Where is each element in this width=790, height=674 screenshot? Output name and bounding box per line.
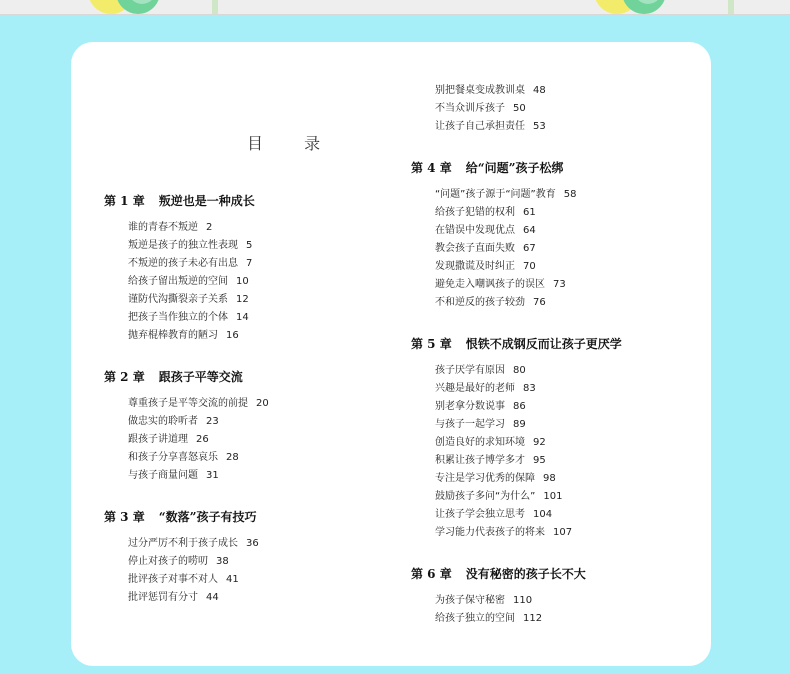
toc-entry bbox=[435, 592, 711, 610]
entry-page: 26 bbox=[196, 434, 209, 445]
entry-page: 73 bbox=[553, 279, 566, 290]
entry-title: 专注是学习优秀的保障 bbox=[435, 473, 535, 484]
chapter-heading bbox=[411, 159, 711, 177]
entry-title: 过分严厉不利于孩子成长 bbox=[128, 538, 238, 549]
entry-page: 14 bbox=[236, 312, 249, 323]
toc-entry bbox=[128, 273, 394, 291]
entry-page: 95 bbox=[533, 455, 546, 466]
entry-page: 41 bbox=[226, 574, 239, 585]
entry-page: 16 bbox=[226, 330, 239, 341]
entry-title: 不当众训斥孩子 bbox=[435, 103, 505, 114]
entry-title: 为孩子保守秘密 bbox=[435, 595, 505, 606]
entry-title: 别把餐桌变成教训桌 bbox=[435, 85, 525, 96]
entry-page: 107 bbox=[553, 527, 573, 538]
entry-title: 不叛逆的孩子未必有出息 bbox=[128, 258, 238, 269]
toc-entry bbox=[435, 258, 711, 276]
entry-page: 38 bbox=[216, 556, 229, 567]
toc-entry bbox=[435, 294, 711, 312]
entry-page: 44 bbox=[206, 592, 219, 603]
toc-entry bbox=[128, 309, 394, 327]
toc-entry bbox=[128, 237, 394, 255]
entry-title: 把孩子当作独立的个体 bbox=[128, 312, 228, 323]
chapter-number: 第 4 章 bbox=[411, 161, 452, 175]
entry-page: 112 bbox=[523, 613, 543, 624]
entry-page: 101 bbox=[543, 491, 563, 502]
entry-title: 谨防代沟撕裂亲子关系 bbox=[128, 294, 228, 305]
toc-entry bbox=[435, 222, 711, 240]
toc-entry bbox=[435, 524, 711, 542]
decorative-post bbox=[728, 0, 734, 14]
entry-page: 70 bbox=[523, 261, 536, 272]
entry-page: 89 bbox=[513, 419, 526, 430]
entry-title: 孩子厌学有原因 bbox=[435, 365, 505, 376]
entry-page: 28 bbox=[226, 452, 239, 463]
toc-entry bbox=[128, 291, 394, 309]
chapter-heading bbox=[411, 565, 711, 583]
entry-page: 10 bbox=[236, 276, 249, 287]
entry-title: 发现撒谎及时纠正 bbox=[435, 261, 515, 272]
decorative-shape bbox=[88, 0, 158, 14]
chapter-title: 没有秘密的孩子长不大 bbox=[465, 567, 586, 581]
entry-title: 抛弃棍棒教育的陋习 bbox=[128, 330, 218, 341]
entry-title: 避免走入嘲讽孩子的误区 bbox=[435, 279, 545, 290]
entry-page: 53 bbox=[533, 121, 546, 132]
chapter-heading bbox=[104, 192, 394, 210]
entry-page: 104 bbox=[533, 509, 553, 520]
toc-entry bbox=[435, 452, 711, 470]
toc-entry bbox=[128, 413, 394, 431]
entry-title: 跟孩子讲道理 bbox=[128, 434, 188, 445]
toc-entry bbox=[128, 449, 394, 467]
toc-entry bbox=[435, 82, 711, 100]
entry-page: 61 bbox=[523, 207, 536, 218]
chapter-title: 恨铁不成钢反而让孩子更厌学 bbox=[465, 337, 622, 351]
entry-page: 50 bbox=[513, 103, 526, 114]
entry-page: 5 bbox=[246, 240, 253, 251]
toc-entry bbox=[128, 589, 394, 607]
chapter-title: “数落”孩子有技巧 bbox=[158, 510, 257, 524]
toc-entry bbox=[435, 506, 711, 524]
chapter-number: 第 3 章 bbox=[104, 510, 145, 524]
entry-title: 批评孩子对事不对人 bbox=[128, 574, 218, 585]
toc-entry bbox=[435, 610, 711, 628]
entry-page: 76 bbox=[533, 297, 546, 308]
decorative-shape bbox=[594, 0, 664, 14]
entry-title: 鼓励孩子多问“为什么” bbox=[435, 491, 536, 502]
entry-page: 58 bbox=[563, 189, 577, 200]
toc-left-column bbox=[104, 192, 394, 607]
toc-entry bbox=[435, 276, 711, 294]
chapter-number: 第 5 章 bbox=[411, 337, 452, 351]
entry-title: 谁的青春不叛逆 bbox=[128, 222, 198, 233]
toc-entry bbox=[435, 380, 711, 398]
toc-entry bbox=[435, 416, 711, 434]
toc-entry bbox=[128, 431, 394, 449]
entry-title: 兴趣是最好的老师 bbox=[435, 383, 515, 394]
entry-page: 36 bbox=[246, 538, 259, 549]
entry-title: 尊重孩子是平等交流的前提 bbox=[128, 398, 248, 409]
toc-entry bbox=[128, 219, 394, 237]
toc-entry bbox=[435, 362, 711, 380]
toc-entry bbox=[128, 395, 394, 413]
entry-title: 教会孩子直面失败 bbox=[435, 243, 515, 254]
entry-page: 2 bbox=[206, 222, 213, 233]
entry-title: 让孩子学会独立思考 bbox=[435, 509, 525, 520]
entry-page: 92 bbox=[533, 437, 546, 448]
toc-entry bbox=[435, 240, 711, 258]
toc-entry bbox=[435, 118, 711, 136]
toc-entry bbox=[128, 535, 394, 553]
entry-page: 110 bbox=[513, 595, 533, 606]
decorative-post bbox=[212, 0, 218, 14]
toc-entry bbox=[435, 204, 711, 222]
chapter-number: 第 6 章 bbox=[411, 567, 452, 581]
entry-page: 23 bbox=[206, 416, 219, 427]
toc-entry bbox=[128, 553, 394, 571]
toc-entry bbox=[435, 470, 711, 488]
toc-entry bbox=[435, 398, 711, 416]
chapter-number: 第 2 章 bbox=[104, 370, 145, 384]
chapter-title: 跟孩子平等交流 bbox=[158, 370, 243, 384]
entry-page: 86 bbox=[513, 401, 526, 412]
toc-entry bbox=[128, 327, 394, 345]
entry-title: 给孩子留出叛逆的空间 bbox=[128, 276, 228, 287]
toc-entry bbox=[128, 467, 394, 485]
entry-title: 停止对孩子的唠叨 bbox=[128, 556, 208, 567]
entry-page: 67 bbox=[523, 243, 536, 254]
entry-page: 48 bbox=[533, 85, 546, 96]
entry-title: 创造良好的求知环境 bbox=[435, 437, 525, 448]
entry-title: 让孩子自己承担责任 bbox=[435, 121, 525, 132]
toc-entry bbox=[128, 255, 394, 273]
chapter-number: 第 1 章 bbox=[104, 194, 145, 208]
toc-entry bbox=[435, 186, 711, 204]
toc-entry bbox=[435, 488, 711, 506]
entry-title: 积累让孩子博学多才 bbox=[435, 455, 525, 466]
entry-page: 7 bbox=[246, 258, 253, 269]
entry-title: 批评惩罚有分寸 bbox=[128, 592, 198, 603]
entry-title: 与孩子一起学习 bbox=[435, 419, 505, 430]
entry-title: 与孩子商量问题 bbox=[128, 470, 198, 481]
chapter-heading bbox=[104, 368, 394, 386]
entry-page: 80 bbox=[513, 365, 526, 376]
entry-page: 12 bbox=[236, 294, 249, 305]
entry-title: 给孩子犯错的权利 bbox=[435, 207, 515, 218]
entry-title: 学习能力代表孩子的将来 bbox=[435, 527, 545, 538]
entry-title: 不和逆反的孩子较劲 bbox=[435, 297, 525, 308]
toc-right-column bbox=[411, 82, 711, 628]
entry-title: 叛逆是孩子的独立性表现 bbox=[128, 240, 238, 251]
entry-title: “问题”孩子源于“问题”教育 bbox=[435, 189, 556, 200]
entry-page: 20 bbox=[256, 398, 269, 409]
entry-page: 98 bbox=[543, 473, 556, 484]
entry-title: 做忠实的聆听者 bbox=[128, 416, 198, 427]
entry-title: 和孩子分享喜怒哀乐 bbox=[128, 452, 218, 463]
entry-title: 给孩子独立的空间 bbox=[435, 613, 515, 624]
entry-title: 在错误中发现优点 bbox=[435, 225, 515, 236]
toc-entry bbox=[435, 434, 711, 452]
entry-title: 别老拿分数说事 bbox=[435, 401, 505, 412]
chapter-heading bbox=[411, 335, 711, 353]
toc-title: 目 录 bbox=[247, 134, 339, 153]
chapter-title: 给“问题”孩子松绑 bbox=[465, 161, 564, 175]
toc-entry bbox=[128, 571, 394, 589]
entry-page: 64 bbox=[523, 225, 536, 236]
toc-entry bbox=[435, 100, 711, 118]
chapter-title: 叛逆也是一种成长 bbox=[158, 194, 255, 208]
entry-page: 31 bbox=[206, 470, 219, 481]
entry-page: 83 bbox=[523, 383, 536, 394]
chapter-heading bbox=[104, 508, 394, 526]
